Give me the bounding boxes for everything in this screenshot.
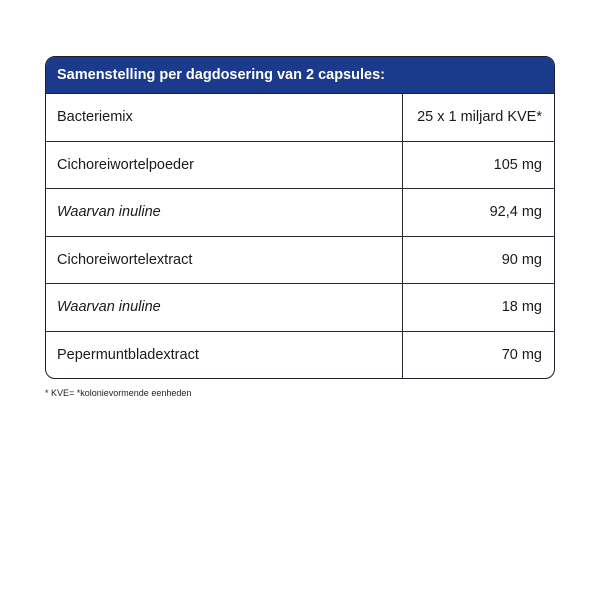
footnote: * KVE= *kolonievormende eenheden	[45, 388, 192, 398]
ingredient-name: Waarvan inuline	[46, 284, 403, 331]
ingredient-name: Waarvan inuline	[46, 189, 403, 236]
ingredient-name: Bacteriemix	[46, 94, 403, 141]
table-row	[46, 237, 554, 285]
table-header: Samenstelling per dagdosering van 2 capsules:	[46, 57, 554, 94]
ingredient-amount: 105 mg	[493, 156, 542, 173]
ingredient-amount: 70 mg	[501, 346, 542, 363]
ingredient-name: Pepermuntbladextract	[46, 332, 403, 379]
ingredient-name: Cichoreiwortelpoeder	[46, 142, 403, 189]
ingredient-name: Cichoreiwortelextract	[46, 237, 403, 284]
table-row	[46, 189, 554, 237]
ingredient-amount: 18 mg	[501, 299, 542, 316]
composition-table	[45, 56, 555, 379]
ingredient-amount: 90 mg	[501, 251, 542, 268]
table-row	[46, 332, 554, 379]
table-row	[46, 94, 554, 142]
table-row	[46, 284, 554, 332]
ingredient-amount: 92,4 mg	[489, 204, 542, 221]
table-row	[46, 142, 554, 190]
ingredient-amount: 25 x 1 miljard KVE*	[417, 109, 542, 126]
